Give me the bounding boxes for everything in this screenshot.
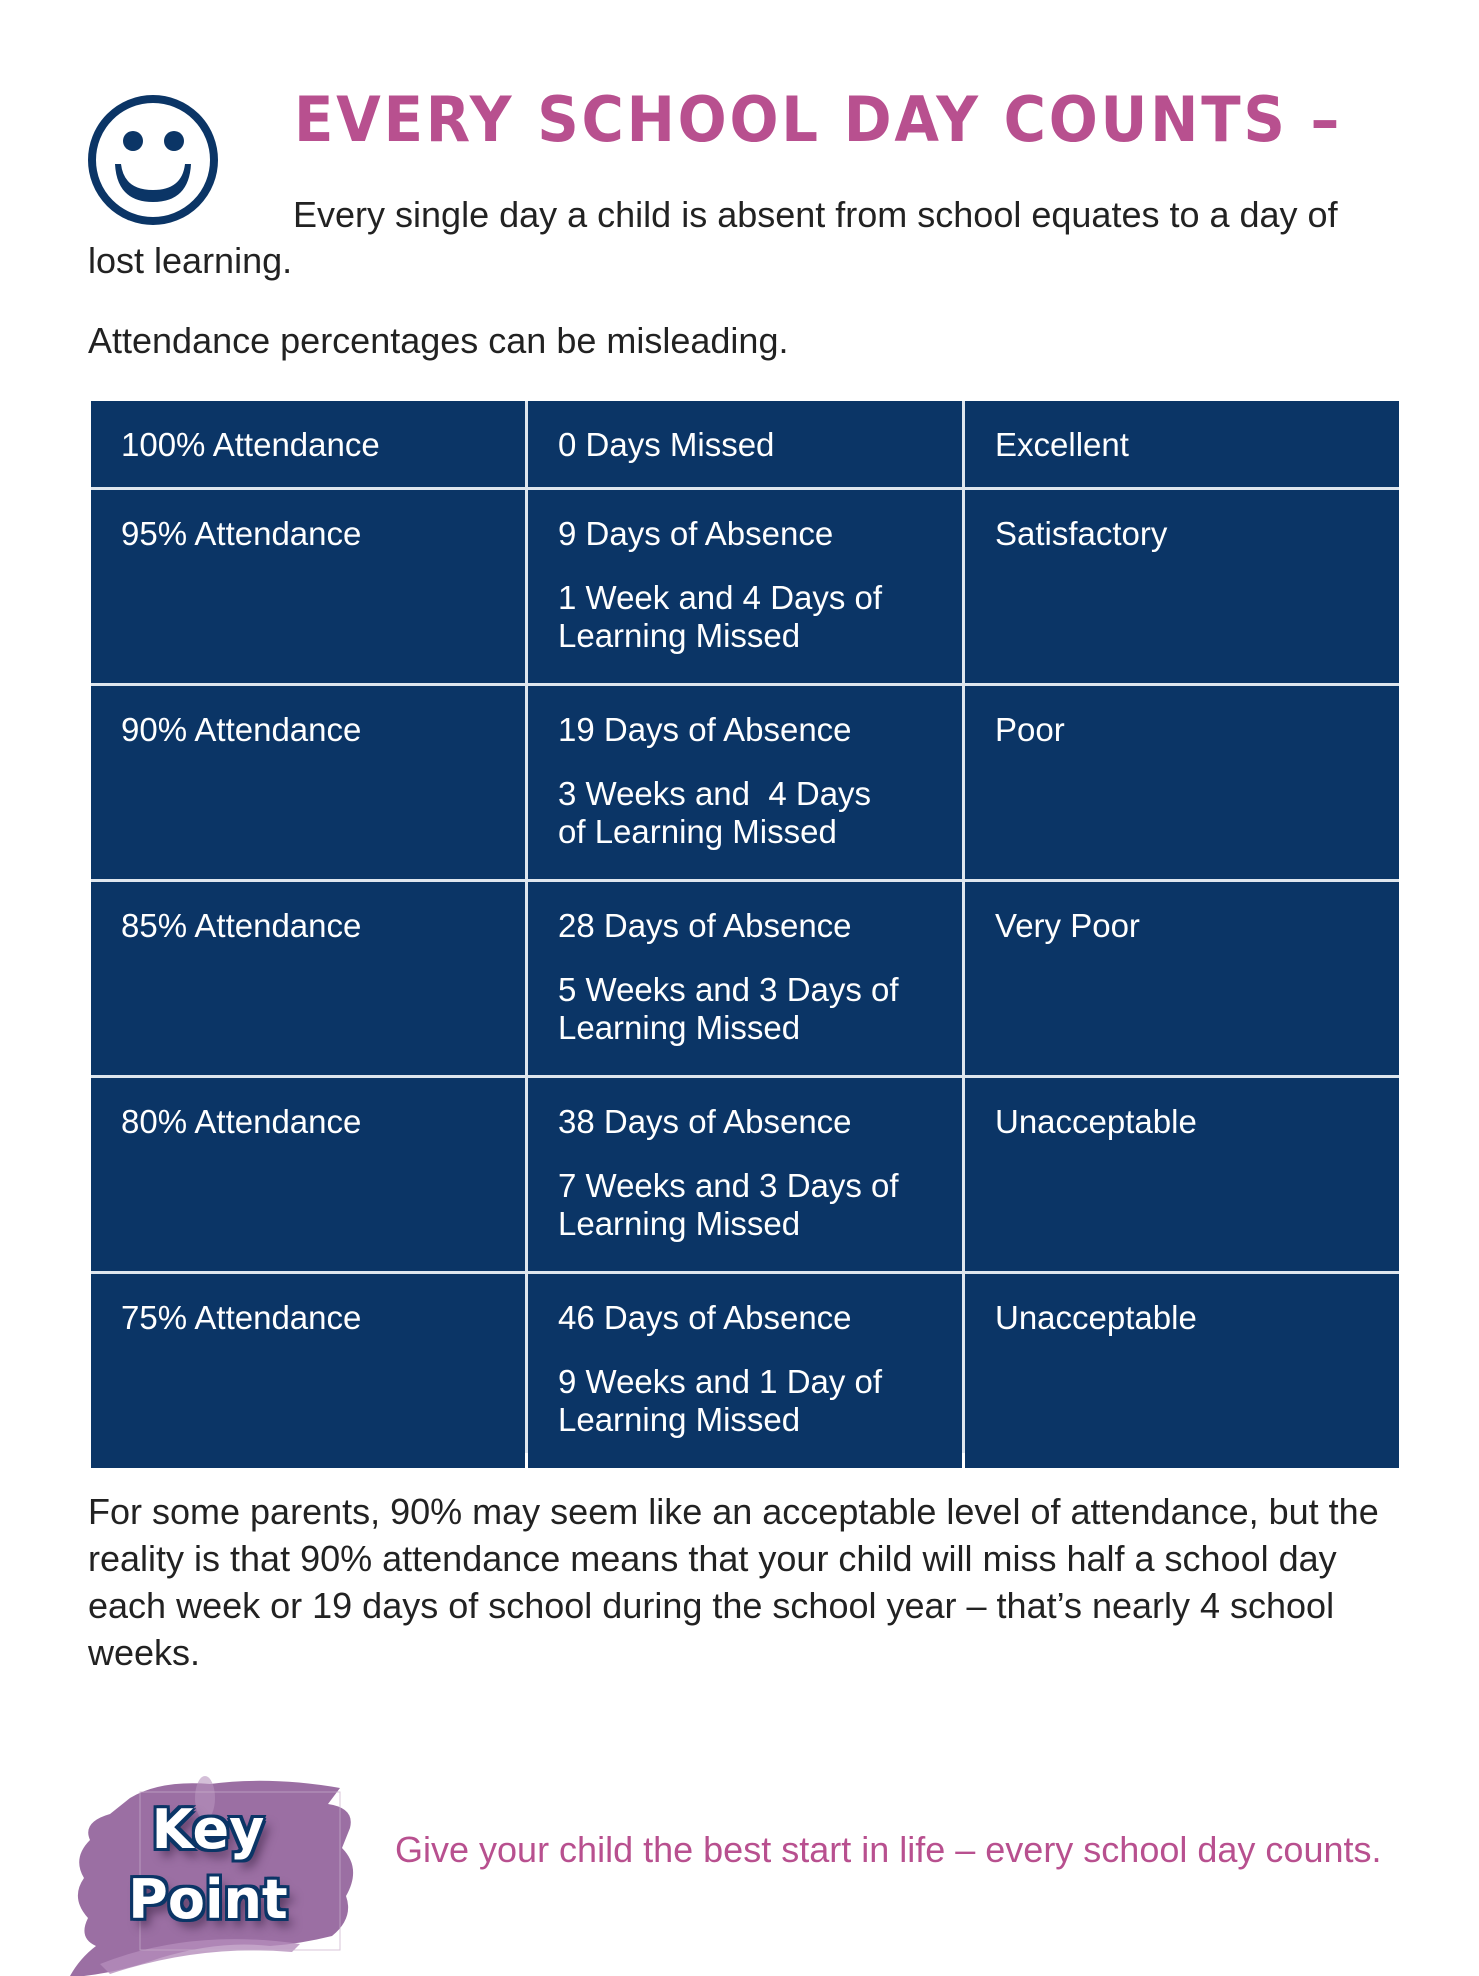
absence-cell <box>528 686 962 879</box>
absence-days: 0 Days Missed <box>558 426 775 463</box>
attendance-cell <box>91 882 525 1075</box>
attendance-cell <box>91 1078 525 1271</box>
absence-cell <box>528 1274 962 1468</box>
rating-label: Poor <box>995 711 1065 748</box>
key-point-label-line2: Point <box>128 1868 288 1931</box>
absence-cell <box>528 882 962 1075</box>
absence-cell <box>528 401 962 487</box>
page-title: EVERY SCHOOL DAY COUNTS – <box>294 83 1343 156</box>
attendance-label: 95% Attendance <box>121 515 362 552</box>
attendance-label: 85% Attendance <box>121 907 362 944</box>
key-point-label-line1: Key <box>151 1798 265 1861</box>
explanation-paragraph: For some parents, 90% may seem like an acceptable level of attendance, but the reality is that 90% attendance means that your child will miss half a school day each week or 19 days of school during the school year – that’s nearly 4 school weeks. <box>88 1491 1379 1673</box>
learning-missed: 3 Weeks and 4 Days of Learning Missed <box>558 775 881 850</box>
attendance-label: 80% Attendance <box>121 1103 362 1140</box>
absence-days: 9 Days of Absence <box>558 515 834 552</box>
absence-days: 19 Days of Absence <box>558 711 852 748</box>
rating-label: Unacceptable <box>995 1103 1197 1140</box>
attendance-label: 75% Attendance <box>121 1299 362 1336</box>
attendance-cell <box>91 1274 525 1468</box>
key-point-text: Give your child the best start in life – every school day counts. <box>395 1829 1382 1870</box>
learning-missed: 7 Weeks and 3 Days of Learning Missed <box>558 1167 899 1242</box>
attendance-label: 100% Attendance <box>121 426 380 463</box>
learning-missed: 9 Weeks and 1 Day of Learning Missed <box>558 1363 883 1438</box>
rating-label: Unacceptable <box>995 1299 1197 1336</box>
absence-cell <box>528 1078 962 1271</box>
attendance-cell <box>91 490 525 683</box>
intro-paragraph: Every single day a child is absent from school equates to a day of lost learning. <box>88 194 1338 281</box>
rating-cell <box>965 1274 1399 1468</box>
rating-cell <box>965 882 1399 1075</box>
absence-days: 46 Days of Absence <box>558 1299 852 1336</box>
rating-label: Very Poor <box>995 907 1140 944</box>
learning-missed: 5 Weeks and 3 Days of Learning Missed <box>558 971 899 1046</box>
key-point-badge <box>70 1768 370 1976</box>
absence-cell <box>528 490 962 683</box>
absence-days: 28 Days of Absence <box>558 907 852 944</box>
misleading-note: Attendance percentages can be misleading. <box>88 320 789 361</box>
rating-cell <box>965 490 1399 683</box>
rating-label: Excellent <box>995 426 1129 463</box>
attendance-cell <box>91 401 525 487</box>
attendance-label: 90% Attendance <box>121 711 362 748</box>
rating-cell <box>965 401 1399 487</box>
rating-cell <box>965 1078 1399 1271</box>
rating-cell <box>965 686 1399 879</box>
rating-label: Satisfactory <box>995 515 1168 552</box>
learning-missed: 1 Week and 4 Days of Learning Missed <box>558 579 883 654</box>
absence-days: 38 Days of Absence <box>558 1103 852 1140</box>
attendance-table <box>91 401 1399 1453</box>
attendance-cell <box>91 686 525 879</box>
